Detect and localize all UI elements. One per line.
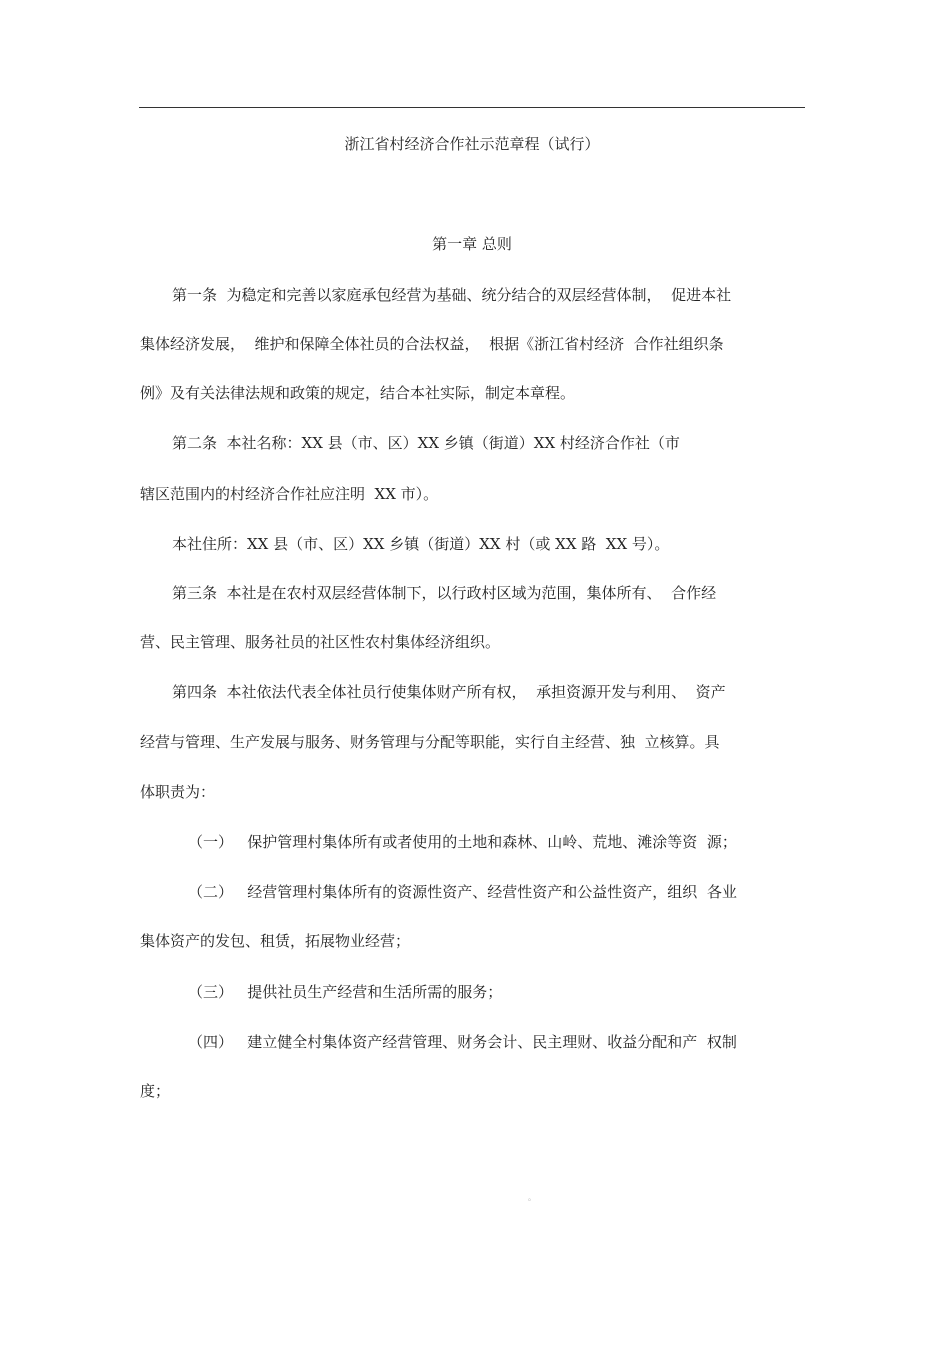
page-mark: 。 [528,1193,536,1202]
chapter-heading: 第一章 总则 [432,235,512,253]
address-line: 本社住所：XX 县（市、区）XX 乡镇（街道）XX 村（或 XX 路 XX 号）。 [172,535,670,553]
article-3-line-2: 营、民主管理、服务社员的社区性农村集体经济组织。 [140,633,501,651]
article-4-line-1: 第四条 本社依法代表全体社员行使集体财产所有权， 承担资源开发与利用、 资产 [172,683,726,701]
article-1-line-3: 例》及有关法律法规和政策的规定，结合本社实际，制定本章程。 [140,384,576,402]
duty-2-line-1: （二） 经营管理村集体所有的资源性资产、经营性资产和公益性资产，组织 各业 [188,883,737,901]
article-4-line-3: 体职责为： [140,783,216,801]
duty-2-line-2: 集体资产的发包、租赁，拓展物业经营； [140,932,411,950]
article-1-line-2: 集体经济发展， 维护和保障全体社员的合法权益， 根据《浙江省村经济 合作社组织条 [140,335,724,353]
duty-4-line-2: 度； [140,1082,171,1100]
document-title: 浙江省村经济合作社示范章程（试行） [344,135,600,153]
article-4-line-2: 经营与管理、生产发展与服务、财务管理与分配等职能，实行自主经营、独 立核算。具 [140,733,720,751]
duty-3-line: （三） 提供社员生产经营和生活所需的服务； [188,983,503,1001]
duty-1-line: （一） 保护管理村集体所有或者使用的土地和森林、山岭、荒地、滩涂等资 源； [188,833,737,851]
article-2-line-1: 第二条 本社名称：XX 县（市、区）XX 乡镇（街道）XX 村经济合作社（市 [172,434,680,452]
article-1-line-1: 第一条 为稳定和完善以家庭承包经营为基础、统分结合的双层经营体制， 促进本社 [172,286,732,304]
header-rule [139,107,805,108]
duty-4-line-1: （四） 建立健全村集体资产经营管理、财务会计、民主理财、收益分配和产 权制 [188,1033,737,1051]
article-3-line-1: 第三条 本社是在农村双层经营体制下，以行政村区域为范围，集体所有、 合作经 [172,584,717,602]
article-2-line-2: 辖区范围内的村经济合作社应注明 XX 市）。 [140,485,439,503]
